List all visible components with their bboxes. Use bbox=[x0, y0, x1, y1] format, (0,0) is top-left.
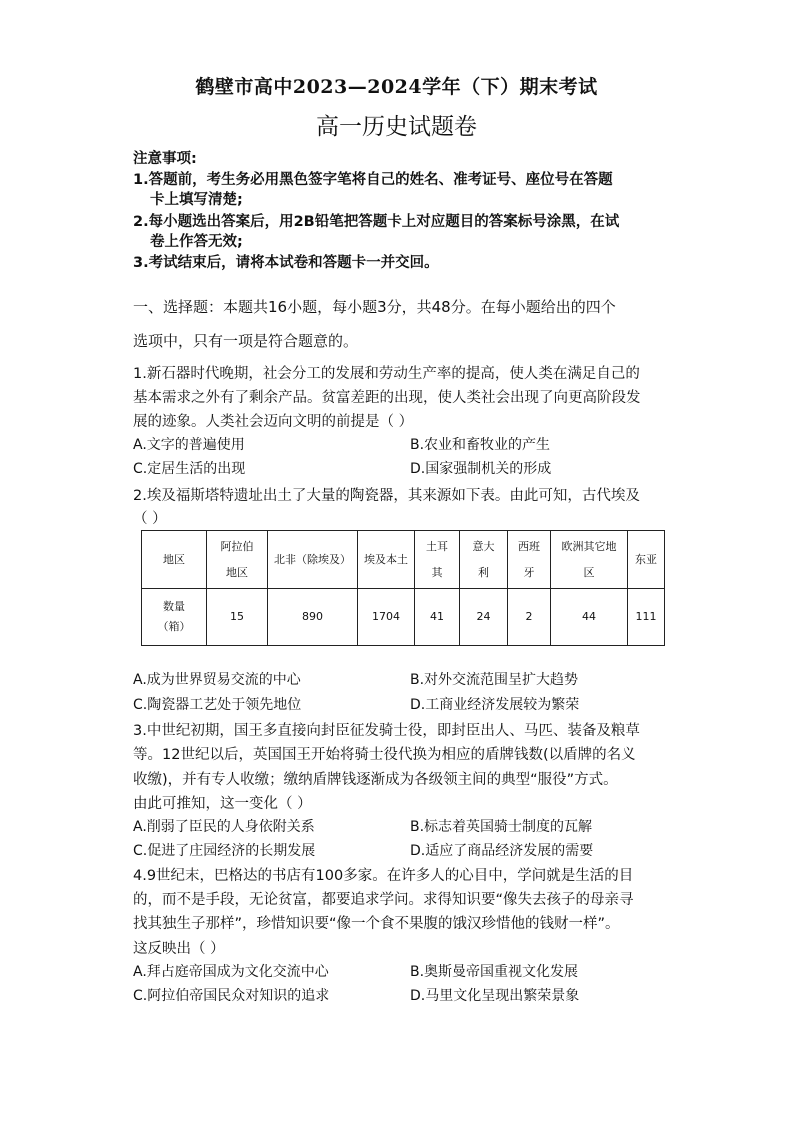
q1-option-d: D.国家强制机关的形成 bbox=[410, 461, 552, 477]
table-header-row bbox=[142, 531, 665, 589]
table-header-cell: 土耳其 bbox=[415, 531, 460, 589]
q1-option-b: B.农业和畜牧业的产生 bbox=[410, 437, 551, 453]
notice-item-1-cont: 卡上填写清楚; bbox=[150, 192, 243, 208]
q4-option-c: C.阿拉伯帝国民众对知识的追求 bbox=[133, 988, 330, 1004]
q2-option-c: C.陶瓷器工艺处于领先地位 bbox=[133, 697, 302, 713]
table-header-cell: 欧洲其它地区 bbox=[551, 531, 628, 589]
exam-title: 鹤壁市高中2023—2024学年（下）期末考试 bbox=[195, 76, 598, 98]
q3-option-b: B.标志着英国骑士制度的瓦解 bbox=[410, 819, 593, 835]
table-cell: 44 bbox=[551, 589, 628, 646]
q1-option-c: C.定居生活的出现 bbox=[133, 461, 246, 477]
table-cell: 2 bbox=[508, 589, 551, 646]
table-header-cell: 地区 bbox=[142, 531, 207, 589]
question-4-line-2: 的，而不是手段，无论贫富，都要追求学问。求得知识要“像失去孩子的母亲寻 bbox=[133, 892, 634, 908]
section-heading-cont: 选项中，只有一项是符合题意的。 bbox=[133, 332, 359, 350]
table-cell: 111 bbox=[628, 589, 665, 646]
q4-option-b: B.奥斯曼帝国重视文化发展 bbox=[410, 964, 579, 980]
notice-heading: 注意事项: bbox=[133, 151, 197, 167]
q4-option-a: A.拜占庭帝国成为文化交流中心 bbox=[133, 964, 329, 980]
q2-option-a: A.成为世界贸易交流的中心 bbox=[133, 672, 301, 688]
q2-option-b: B.对外交流范围呈扩大趋势 bbox=[410, 672, 579, 688]
q2-option-d: D.工商业经济发展较为繁荣 bbox=[410, 697, 580, 713]
question-3-line-3: 收缴)，并有专人收缴；缴纳盾牌钱逐渐成为各级领主间的典型“服役”方式。 bbox=[133, 772, 618, 788]
question-2-line-2: （ ） bbox=[133, 511, 167, 527]
q3-option-a: A.削弱了臣民的人身依附关系 bbox=[133, 819, 315, 835]
question-3-line-2: 等。12世纪以后，英国国王开始将骑士役代换为相应的盾牌钱数(以盾牌的名义 bbox=[133, 747, 636, 763]
notice-item-2: 2.每小题选出答案后，用2B铅笔把答题卡上对应题目的答案标号涂黑，在试 bbox=[133, 214, 620, 230]
table-cell: 41 bbox=[415, 589, 460, 646]
question-3-line-4: 由此可推知，这一变化（ ） bbox=[133, 796, 312, 812]
question-1-line-1: 1.新石器时代晚期，社会分工的发展和劳动生产率的提高，使人类在满足自己的 bbox=[133, 366, 640, 382]
table-row-label: 数量（箱） bbox=[142, 589, 207, 646]
question-4-line-3: 找其独生子那样”，珍惜知识要“像一个食不果腹的饿汉珍惜他的钱财一样”。 bbox=[133, 916, 620, 932]
question-1-line-3: 展的迹象。人类社会迈向文明的前提是（ ） bbox=[133, 414, 414, 430]
table-header-cell: 埃及本土 bbox=[358, 531, 415, 589]
question-4-line-1: 4.9世纪末，巴格达的书店有100多家。在许多人的心目中，学问就是生活的目 bbox=[133, 868, 634, 884]
question-2-line-1: 2.埃及福斯塔特遗址出土了大量的陶瓷器，其来源如下表。由此可知，古代埃及 bbox=[133, 488, 640, 504]
question-1-line-2: 基本需求之外有了剩余产品。贫富差距的出现，使人类社会出现了向更高阶段发 bbox=[133, 390, 641, 406]
table-header-cell: 意大利 bbox=[460, 531, 508, 589]
q4-option-d: D.马里文化呈现出繁荣景象 bbox=[410, 988, 580, 1004]
table-cell: 24 bbox=[460, 589, 508, 646]
table-header-cell: 阿拉伯地区 bbox=[207, 531, 268, 589]
notice-item-1: 1.答题前，考生务必用黑色签字笔将自己的姓名、准考证号、座位号在答题 bbox=[133, 172, 613, 188]
table-cell: 1704 bbox=[358, 589, 415, 646]
table-header-cell: 西班牙 bbox=[508, 531, 551, 589]
notice-item-3: 3.考试结束后，请将本试卷和答题卡一并交回。 bbox=[133, 255, 439, 271]
question-3-line-1: 3.中世纪初期，国王多直接向封臣征发骑士役，即封臣出人、马匹、装备及粮草 bbox=[133, 723, 640, 739]
table-header-cell: 北非（除埃及） bbox=[268, 531, 358, 589]
q3-option-d: D.适应了商品经济发展的需要 bbox=[410, 843, 594, 859]
table-cell: 15 bbox=[207, 589, 268, 646]
table-cell: 890 bbox=[268, 589, 358, 646]
table-header-cell: 东亚 bbox=[628, 531, 665, 589]
notice-item-2-cont: 卷上作答无效; bbox=[150, 234, 243, 250]
table-row bbox=[142, 589, 665, 646]
subject-title: 高一历史试题卷 bbox=[316, 114, 477, 140]
section-heading: 一、选择题：本题共16小题，每小题3分，共48分。在每小题给出的四个 bbox=[133, 298, 616, 316]
q1-option-a: A.文字的普遍使用 bbox=[133, 437, 245, 453]
q3-option-c: C.促进了庄园经济的长期发展 bbox=[133, 843, 316, 859]
ceramics-origin-table bbox=[141, 530, 665, 646]
question-4-line-4: 这反映出（ ） bbox=[133, 941, 225, 957]
